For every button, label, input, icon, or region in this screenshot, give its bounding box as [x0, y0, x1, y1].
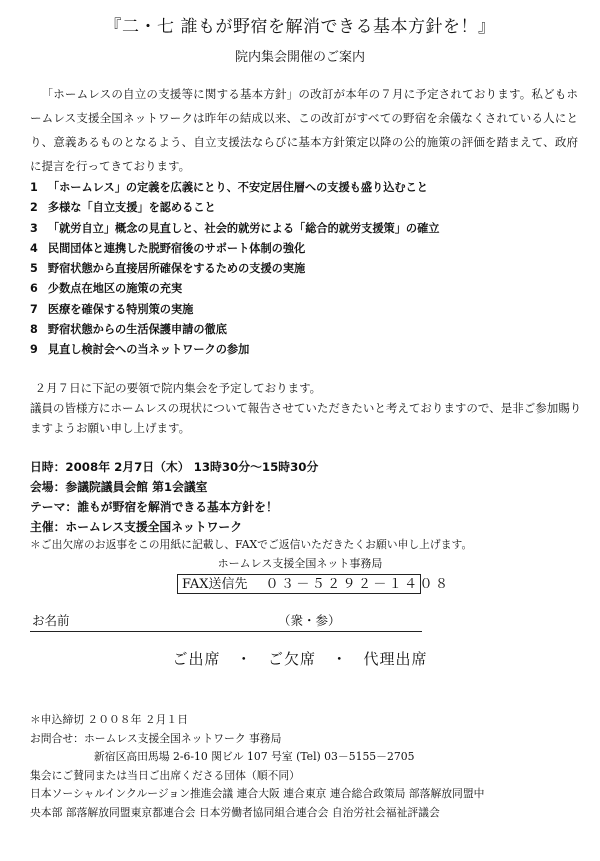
proposal-text: 見直し検討会への当ネットワークの参加	[47, 343, 250, 357]
supporters-line-2: 央本部 部落解放同盟東京都連合会 日本労働者協同組合連合会 自治労社会福祉評議会	[30, 805, 440, 819]
proposal-item	[30, 239, 590, 259]
supporters-line-1: 日本ソーシャルインクルージョン推進会議 連合大阪 連合東京 連合総合政策局 部落解放同盟中	[30, 787, 485, 800]
proposal-number: 5	[30, 262, 38, 276]
flyer-subtitle: 院内集会開催のご案内	[234, 50, 365, 65]
proposal-text: 「就労自立」概念の見直しと、社会的就労による「総合的就労支援策」の確立	[47, 221, 440, 235]
proposal-item	[30, 279, 590, 299]
notice-line-1: ２月７日に下記の要領で院内集会を予定しております。	[34, 381, 322, 395]
fax-number: ０３－５２９２－１４０８	[265, 577, 451, 592]
event-details	[30, 457, 590, 537]
proposal-number: 1	[30, 181, 38, 194]
proposal-text: 医療を確保する特別策の実施	[47, 302, 194, 316]
contact-info: お問合せ：ホームレス支援全国ネットワーク 事務局	[30, 731, 282, 745]
proposal-list	[30, 178, 590, 361]
proposal-item	[30, 198, 590, 218]
meeting-notice	[30, 378, 590, 438]
attendance-options: ご出席 ・ ご欠席 ・ 代理出席	[172, 650, 428, 668]
intro-text: 「ホームレスの自立の支援等に関する基本方針」の改訂が本年の７月に予定されております。私どもホームレス支援全国ネットワークは昨年の結成以来、この改訂がすべての野宿を余儀なくされている人にとり、意義あるものとなるよう、自立支援法ならびに基本方針策定以降の公的施策の評価を踏まえて、政府に提言を行ってきております。	[30, 87, 578, 173]
contact-address: 新宿区高田馬場 2-6-10 関ビル 107 号室 (Tel) 03－5155－2705	[94, 750, 415, 763]
proposal-number: 6	[30, 282, 38, 296]
proposal-item	[30, 300, 590, 320]
name-label: お名前	[32, 613, 70, 628]
proposal-text: 少数点在地区の施策の充実	[47, 282, 183, 296]
name-field[interactable]	[30, 611, 422, 632]
event-venue: 会場：参議院議員会館 第1会議室	[30, 480, 208, 494]
deadline: ＊申込締切 ２００８年 ２月１日	[30, 713, 189, 726]
proposal-number: 7	[30, 302, 38, 316]
event-theme: テーマ：誰もが野宿を解消できる基本方針を！	[30, 500, 278, 514]
proposal-item	[30, 178, 590, 198]
proposal-number: 4	[30, 241, 38, 255]
supporters-label: 集会にご賛同または当日ご出席くださる団体（順不同）	[30, 768, 300, 782]
intro-paragraph	[30, 82, 578, 178]
proposal-text: 民間団体と連携した脱野宿後のサポート体制の強化	[47, 241, 306, 255]
footer	[30, 711, 590, 822]
office-name: ホームレス支援全国ネット事務局	[217, 557, 383, 570]
proposal-item	[30, 340, 590, 360]
fax-box	[177, 574, 451, 594]
proposal-item	[30, 259, 590, 279]
proposal-number: 9	[30, 343, 38, 357]
proposal-number: 2	[30, 201, 38, 215]
flyer-title: 『二・七 誰もが野宿を解消できる基本方針を！』	[104, 17, 496, 37]
proposal-number: 3	[30, 221, 38, 235]
proposal-item	[30, 320, 590, 340]
proposal-text: 「ホームレス」の定義を広義にとり、不安定居住層への支援も盛り込むこと	[47, 181, 428, 194]
chamber-choice: （衆・参）	[278, 613, 341, 628]
fax-label: FAX送信先	[182, 577, 248, 592]
event-date: 日時：2008年 2月7日（木） 13時30分～15時30分	[30, 460, 319, 474]
proposal-item	[30, 219, 590, 239]
proposal-text: 多様な「自立支援」を認めること	[47, 201, 216, 215]
notice-line-2: 議員の皆様方にホームレスの現状について報告させていただきたいと考えておりますので、是非ご参加賜りますようお願い申し上げます。	[30, 401, 582, 435]
proposal-text: 野宿状態からの生活保護申請の徹底	[47, 323, 227, 337]
proposal-text: 野宿状態から直接居所確保をするための支援の実施	[47, 262, 306, 276]
proposal-number: 8	[30, 323, 38, 337]
event-organizer: 主催：ホームレス支援全国ネットワーク	[30, 520, 242, 534]
fax-instruction: ＊ご出欠席のお返事をこの用紙に記載し、FAXでご返信いただきたくお願い申し上げます。	[30, 538, 473, 551]
